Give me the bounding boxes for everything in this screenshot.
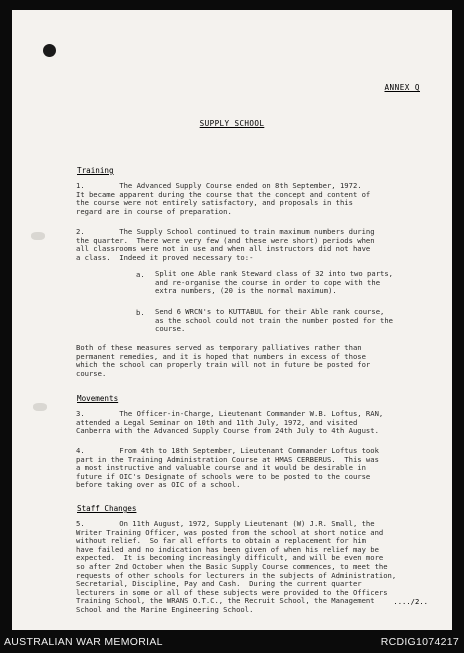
paragraph-measures: Both of these measures served as temporary palliatives rather than permanent remedies, and it is hoped that numbers in excess of those which the school can properly train will not in future be posted for course. [76, 343, 371, 378]
item-b-text: Send 6 WRCN's to KUTTABUL for their Able rank course, as the school could not train the number posted for the course. [155, 307, 393, 334]
paragraph-4: 4. From 4th to 18th September, Lieutenant Commander Loftus took part in the Training Administration Course at HMAS CERBERUS. This was a most instructive and valuable course and it would be desirable in future if OIC's Designate of schools were to be posted to the course before taking over as OIC of a school. [76, 446, 379, 490]
footer-id: RCDIG1074217 [380, 636, 459, 648]
footer-source: AUSTRALIAN WAR MEMORIAL [4, 636, 163, 648]
section-heading-movements: Movements [77, 394, 119, 403]
footer-bar [0, 630, 464, 653]
staple-mark [33, 403, 47, 411]
punch-hole [43, 44, 56, 57]
paragraph-3: 3. The Officer-in-Charge, Lieutenant Commander W.B. Loftus, RAN, attended a Legal Seminar on 10th and 11th July, 1972, and visited Canberra with the Advanced Supply Course from 24th July to 4th August. [76, 409, 384, 436]
paragraph-1: 1. The Advanced Supply Course ended on 8th September, 1972. It became apparent during the course that the concept and content of the course were not entirely satisfactory, and proposals in this regard are in course of preparation. [76, 181, 371, 216]
paragraph-2: 2. The Supply School continued to train maximum numbers during the quarter. There were very few (and these were short) periods when all classrooms were not in use and when all instructors did not have a class. Indeed it proved necessary to:- [76, 227, 375, 262]
section-heading-training: Training [77, 166, 114, 175]
item-a-label: a. [136, 270, 145, 279]
page-continuation: ..../2.. [393, 597, 428, 606]
document-title: SUPPLY SCHOOL [199, 119, 265, 128]
staple-mark [31, 232, 45, 240]
section-heading-staff-changes: Staff Changes [77, 504, 137, 513]
annex-label: ANNEX Q [384, 83, 420, 92]
item-a-text: Split one Able rank Steward class of 32 into two parts, and re-organise the course in order to cope with the extra numbers, (20 is the normal maximum). [155, 269, 393, 296]
paragraph-5: 5. On 11th August, 1972, Supply Lieutenant (W) J.R. Small, the Writer Training Officer, was posted from the school at short notice and without relief. So far all efforts to obtain a replacement for him have failed and no indication has been given of when his relief may be expected. It is becoming increasingly difficult, and will be even more so after 2nd October when the Basic Supply Course commences, to meet the requests of other schools for lecturers in the subjects of Administration, Secretarial, Discipline, Pay and Cash. During the current quarter lecturers in some or all of these subjects were provided to the Officers Training School, the WRANS O.T.C., the Recruit School, the Management School and the Marine Engineering School. [76, 519, 397, 614]
item-b-label: b. [136, 308, 145, 317]
